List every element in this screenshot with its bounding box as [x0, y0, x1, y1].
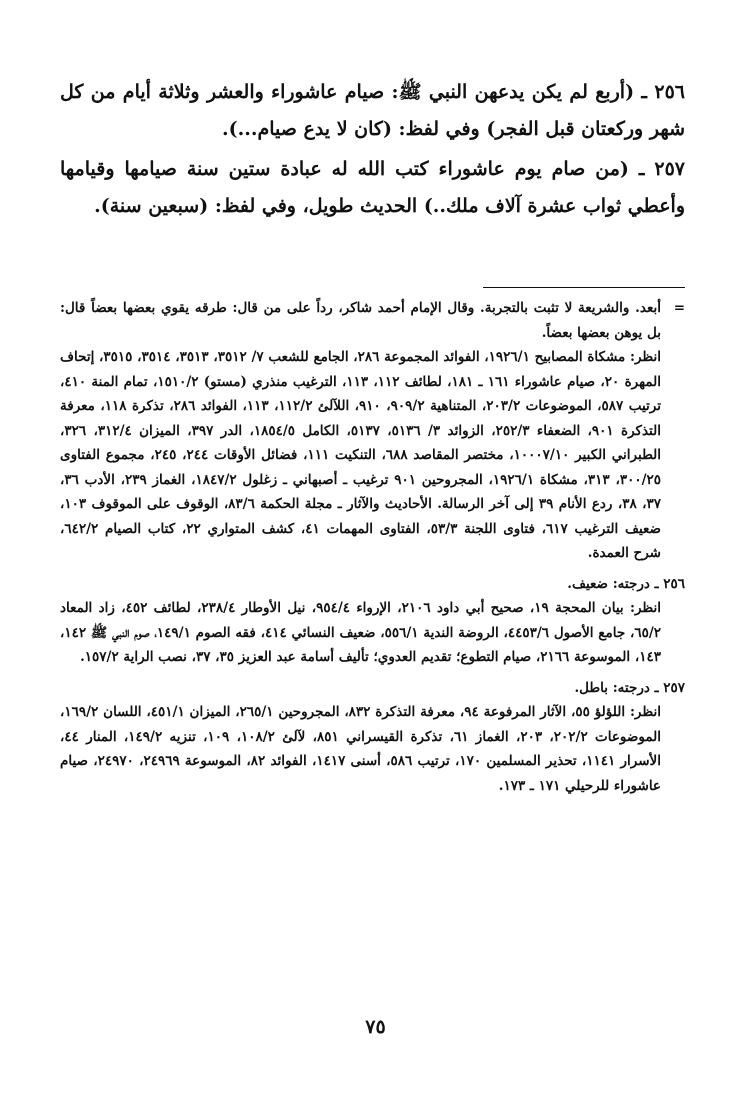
footnote-257 [60, 676, 685, 799]
footnote-head [60, 572, 685, 597]
footnote-number: ٢٥٦ [663, 575, 685, 592]
refs-label: انظر: [629, 600, 661, 616]
refs-label: انظر: [629, 704, 661, 720]
continuation-mark: = [673, 300, 685, 316]
footnotes [60, 296, 685, 798]
footnote-refs: اللؤلؤ ٥٥، الآثار المرفوعة ٩٤، معرفة التذكرة ٨٣٢، المجروحين ٢٦٥/١، الميزان ٤٥١/١، اللسان ١٦٩/٢، الموضوعات ٢٠٢/٢، ٢٠٣، الغماز ٦١، تذكرة القيسراني ٨٥١، لآلئ ١٠٨/٢، ١٠٩، تنزيه ١٤٩/٢، المنار ٤٤، الأسرار ١١٤١، تحذير المسلمين ١٧٠، ترتيب ٥٨٦، أسنى ١٤١٧، الفوائد ٨٢، الموسوعة ٢٤٩٦٩، ٢٤٩٧٠، صيام عاشوراء للرحيلي ١٧١ ـ ١٧٣. [60, 704, 662, 794]
footnote-refs: بيان المحجة ١٩، صحيح أبي داود ٢١٠٦، الإرواء ٩٥٤/٤، نيل الأوطار ٢٣٨/٤، لطائف ٤٥٢، زاد المعاد ٦٥/٢، جامع الأصول ٤٤٥٣/٦، الروضة الندية ٥٥٦/١، ضعيف النسائي ٤١٤، فقه الصوم ١٤٩/١، صوم النبي ﷺ ١٤٢، ١٤٣، الموسوعة ٢١٦٦، صيام التطوع؛ تقديم العدوي؛ تأليف أسامة عبد العزيز ٣٥، ٣٧، نصب الراية ١٥٧/٢. [60, 600, 662, 665]
hadith-number: ٢٥٧ [654, 158, 685, 180]
hadith-text: ـ (من صام يوم عاشوراء كتب الله له عبادة ستين سنة صيامها وقيامها وأعطي ثواب عشرة آلاف ملك..) الحديث طويل، وفي لفظ: (سبعين سنة). [60, 158, 685, 217]
hadith-number: ٢٥٦ [654, 81, 685, 103]
footnote-separator [483, 287, 685, 288]
hadith-text: ـ (أربع لم يكن يدعهن النبي ﷺ: صيام عاشوراء والعشر وثلاثة أيام من كل شهر وركعتان قبل الفجر) وفي لفظ: (كان لا يدع صيام...). [60, 81, 685, 140]
footnote-number: ٢٥٧ [663, 679, 685, 696]
page-number: ٧٥ [365, 1016, 386, 1038]
footnote-grade: ضعيف. [567, 575, 608, 592]
footnote-continuation [60, 296, 685, 566]
footnote-text: أبعد. والشريعة لا تثبت بالتجربة. وقال الإمام أحمد شاكر، رداً على من قال: طرقه يقوي بعضها بعضاً قال: بل يوهن بعضها بعضاً. [60, 300, 661, 341]
footnote-refs: مشكاة المصابيح ١٩٢٦/١، الفوائد المجموعة ٢٨٦، الجامع للشعب ٧/ ٣٥١٢، ٣٥١٣، ٣٥١٤، ٣٥١٥، إتحاف المهرة ٢٠، صيام عاشوراء ١٦١ ـ ١٨١، لطائف ١١٢، ١١٣، الترغيب منذري (مستو) ١٥١٠/٢، تمام المنة ٤١٠، ترتيب ٥٨٧، الموضوعات ٢٠٣/٢، المتناهية ٩٠٩/٢، ٩١٠، اللآلئ ١١٢/٢، ١١٣، الفوائد ٢٨٦، تذكرة ١١٨، معرفة التذكرة ٩٠١، الضعفاء ٢٥٢/٣، الزوائد ٣/ ٥١٣٦، ٥١٣٧، الكامل ١٨٥٤/٥، الدر ٣٩٧، الميزان ٣١٢/٤، ٣٢٦، الطبراني الكبير ١٠٠٠٧/١٠، مختصر المقاصد ٦٨٨، التنكيت ١١١، فضائل الأوقات ٢٤٤، ٢٤٥، مجموع الفتاوى ٣٠٠/٢٥، ٣١٣، مشكاة ١٩٢٦/١، المجروحين ٩٠١ ترغيب ـ أصبهاني ـ زغلول ١٨٤٧/٢، الغماز ٢٣٩، الأدب ٣٦، ٣٧، ٣٨، ردع الأنام ٣٩ إلى آخر الرسالة. الأحاديث والآثار ـ مجلة الحكمة ٨٣/٦، الوقوف على الموقوف ١٠٣، ضعيف الترغيب ٦١٧، فتاوى اللجنة ٥٣/٣، الفتاوى المهمات ٤١، كشف المتواري ٢٢، كتاب الصيام ٦٤٢/٢، شرح العمدة. [60, 349, 662, 561]
footnote-grade: باطل. [574, 679, 608, 696]
refs-label: انظر: [629, 349, 661, 365]
hadith-256 [60, 74, 685, 147]
footnote-grade-label: ـ درجته: [612, 575, 659, 592]
footnote-grade-label: ـ درجته: [612, 679, 659, 696]
footnote-head [60, 676, 685, 701]
hadith-257 [60, 151, 685, 224]
main-text [60, 74, 685, 228]
footnote-256 [60, 572, 685, 670]
